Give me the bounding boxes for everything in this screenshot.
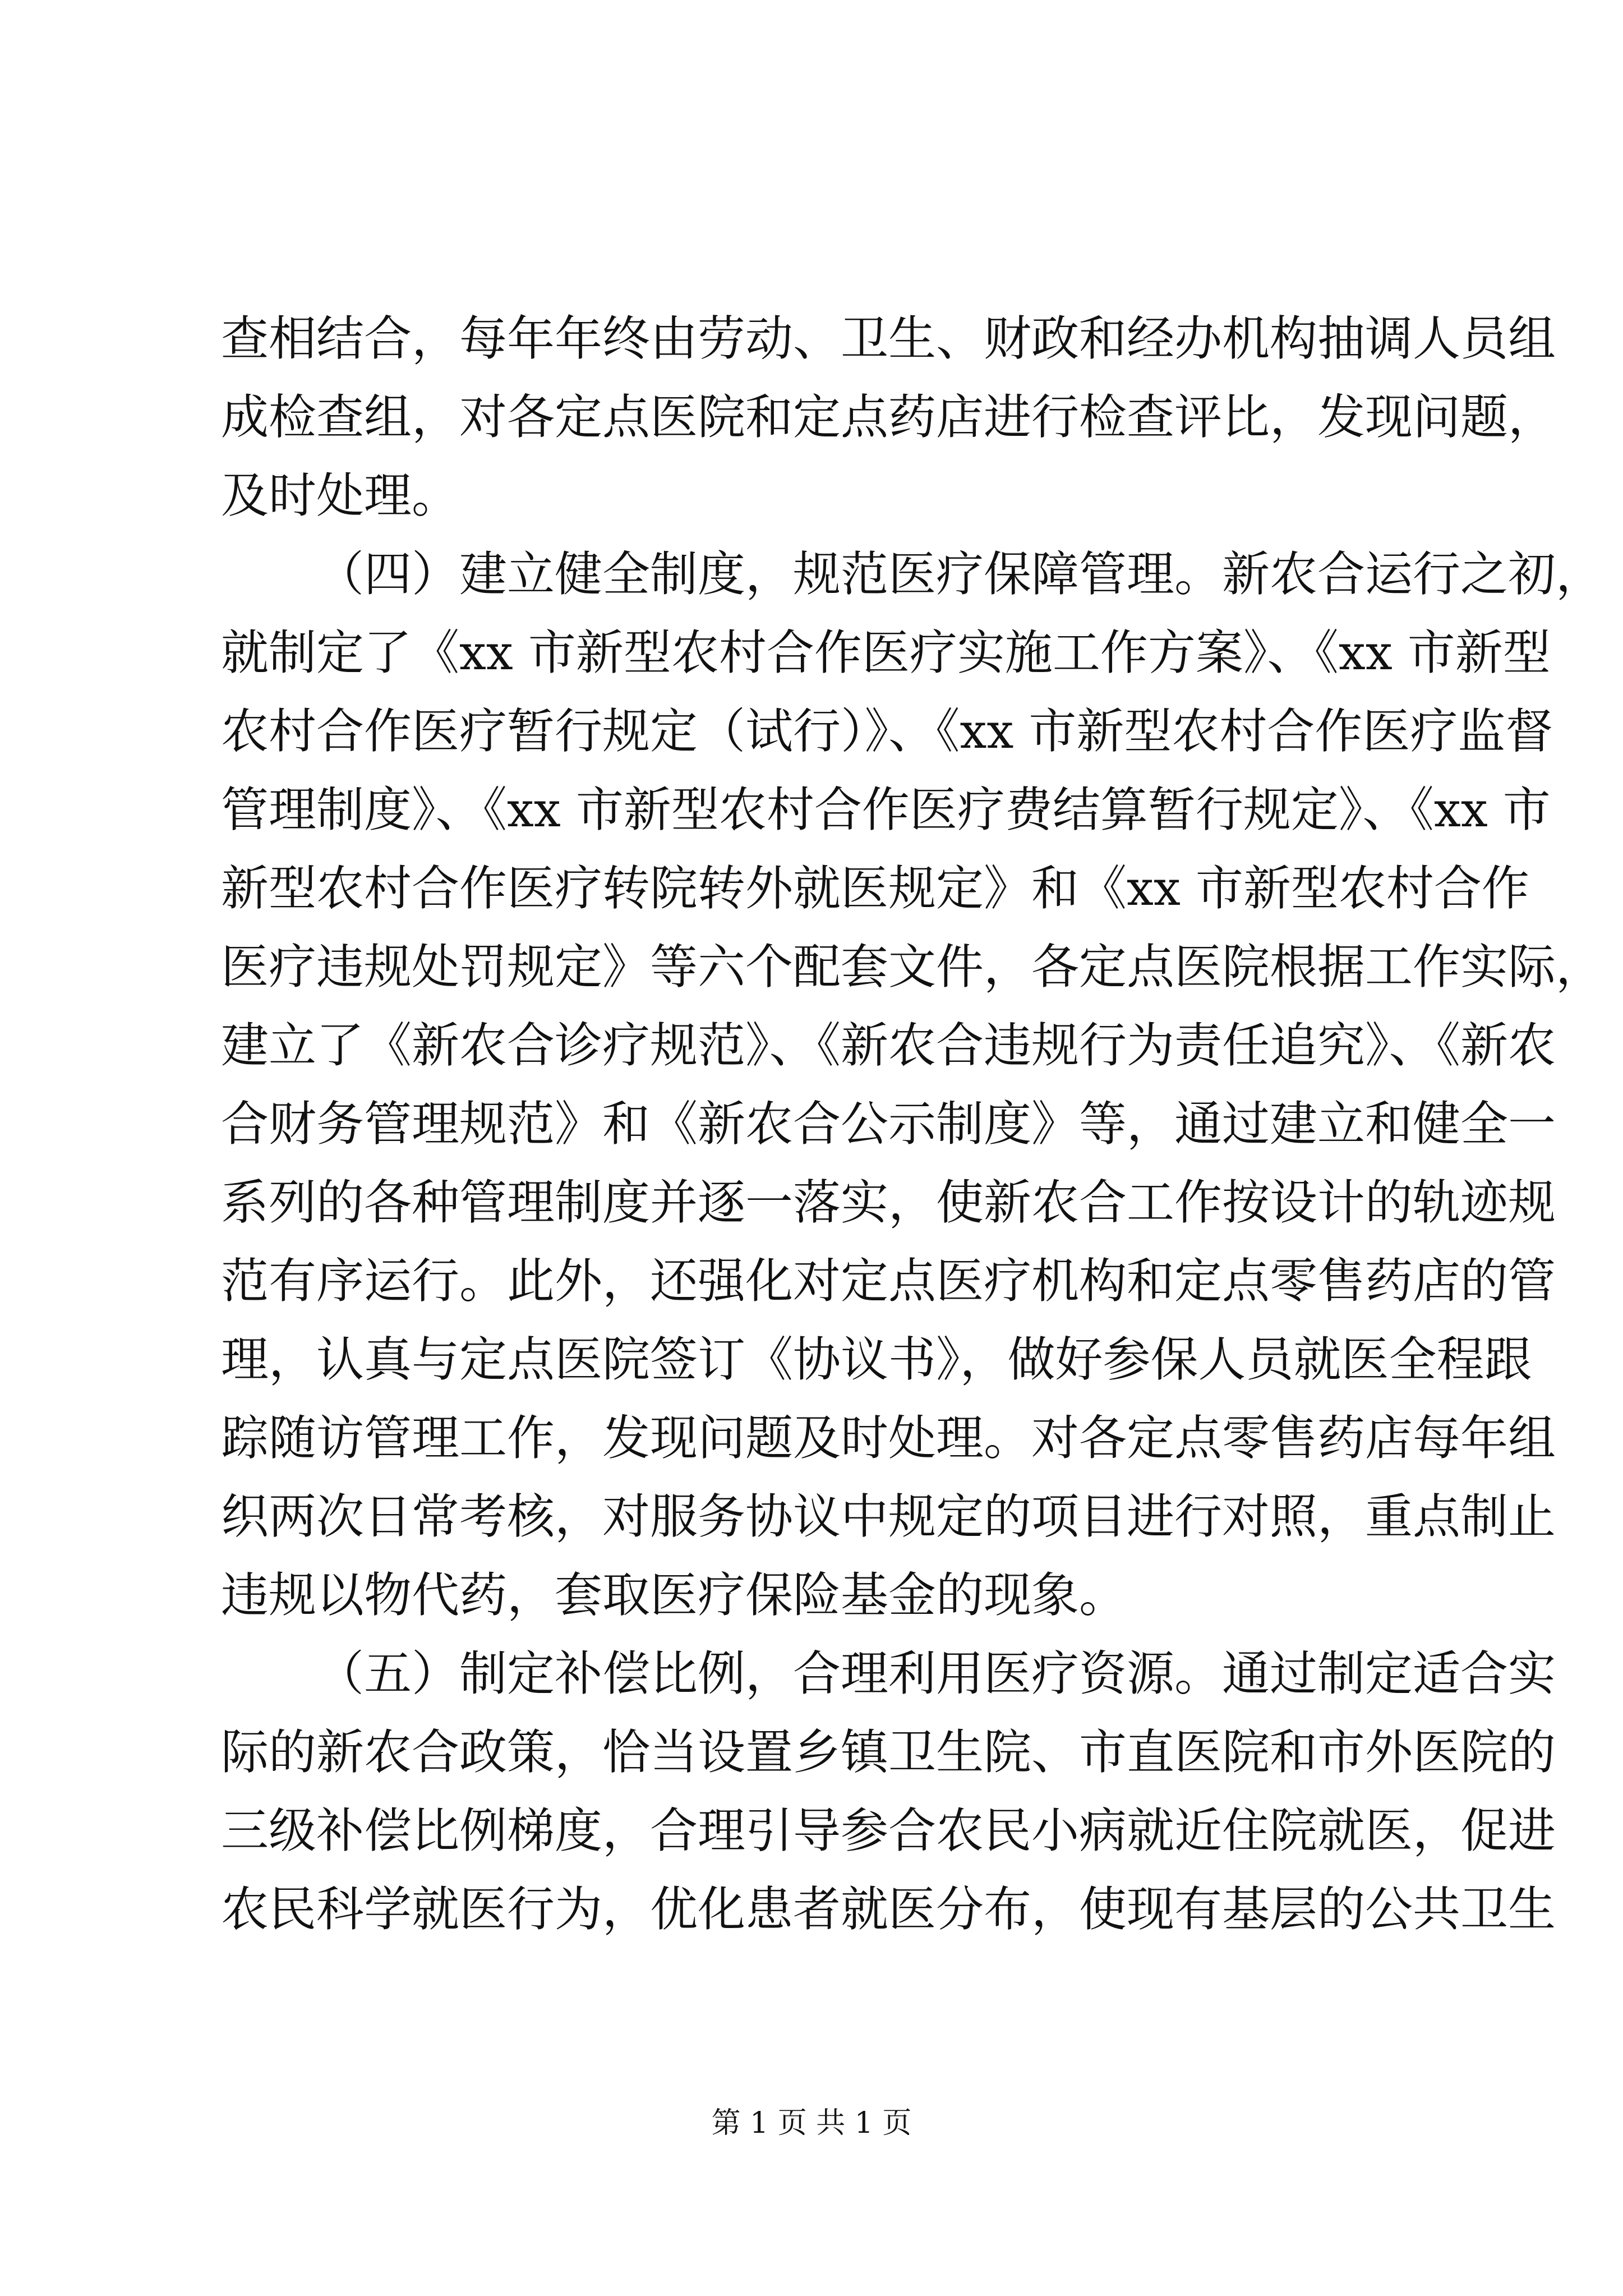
paragraph-line: 医疗违规处罚规定》等六个配套文件，各定点医院根据工作实际， [221,940,1604,995]
paragraph-line: 织两次日常考核，对服务协议中规定的项目进行对照，重点制止 [221,1489,1556,1545]
paragraph-heading-line: （五）制定补偿比例，合理利用医疗资源。通过制定适合实 [316,1646,1556,1702]
paragraph-line: 成检查组，对各定点医院和定点药店进行检查评比，发现问题， [221,390,1556,445]
paragraph-line: 建立了《新农合诊疗规范》、《新农合违规行为责任追究》、《新农 [221,1018,1556,1074]
paragraph-line: 新型农村合作医疗转院转外就医规定》和《xx 市新型农村合作 [221,861,1529,917]
paragraph-line: 三级补偿比例梯度，合理引导参合农民小病就近住院就医，促进 [221,1803,1556,1859]
paragraph-line: 就制定了《xx 市新型农村合作医疗实施工作方案》、《xx 市新型 [221,625,1551,681]
paragraph-line: 际的新农合政策，恰当设置乡镇卫生院、市直医院和市外医院的 [221,1725,1556,1780]
paragraph-line: 管理制度》、《xx 市新型农村合作医疗费结算暂行规定》、《xx 市 [221,783,1551,838]
paragraph-line: 系列的各种管理制度并逐一落实，使新农合工作按设计的轨迹规 [221,1175,1556,1231]
page-footer: 第 1 页 共 1 页 [711,2106,912,2140]
paragraph-line: 范有序运行。此外，还强化对定点医疗机构和定点零售药店的管 [221,1254,1556,1309]
paragraph-line: 踪随访管理工作，发现问题及时处理。对各定点零售药店每年组 [221,1411,1556,1466]
paragraph-line: 及时处理。 [221,468,460,524]
paragraph-line: 查相结合，每年年终由劳动、卫生、财政和经办机构抽调人员组 [221,311,1556,367]
paragraph-line: 合财务管理规范》和《新农合公示制度》等，通过建立和健全一 [221,1097,1556,1152]
paragraph-line: 理，认真与定点医院签订《协议书》，做好参保人员就医全程跟 [221,1332,1532,1388]
paragraph-heading-line: （四）建立健全制度，规范医疗保障管理。新农合运行之初， [316,547,1604,602]
paragraph-line: 农民科学就医行为，优化患者就医分布，使现有基层的公共卫生 [221,1882,1556,1938]
paragraph-line: 违规以物代药，套取医疗保险基金的现象。 [221,1568,1127,1623]
paragraph-line: 农村合作医疗暂行规定（试行）》、《xx 市新型农村合作医疗监督 [221,704,1553,760]
